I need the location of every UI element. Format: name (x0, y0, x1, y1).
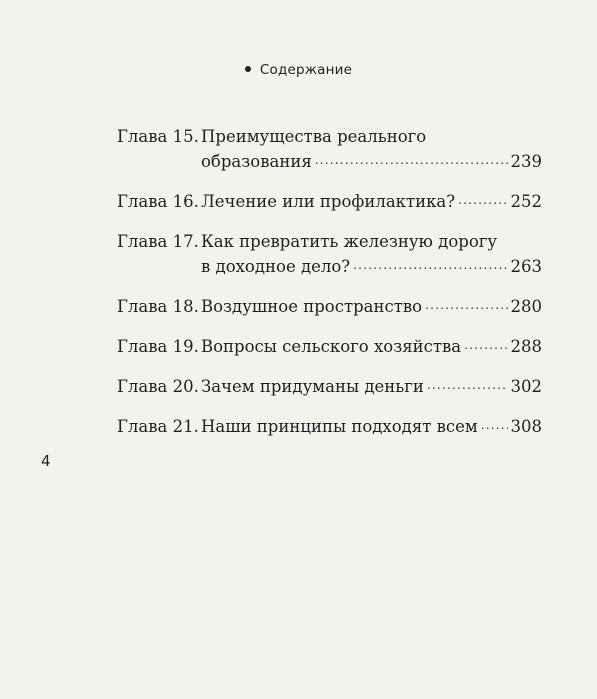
page-ref: 302 (510, 377, 542, 396)
table-of-contents (117, 124, 542, 454)
chapter-number: Глава 21. (117, 417, 199, 436)
dot-leader (464, 333, 507, 358)
chapter-number: Глава 19. (117, 337, 199, 356)
chapter-title-line: Вопросы сельского хозяйства (201, 337, 462, 356)
chapter-number: Глава 16. (117, 192, 199, 211)
page-ref: 239 (510, 152, 542, 171)
chapter-title-line: Наши принципы подходят всем (201, 417, 478, 436)
dot-leader (481, 413, 508, 438)
bullet-icon (245, 66, 251, 72)
chapter-title-line: Преимущества реального (201, 127, 427, 146)
chapter-title-line: Воздушное пространство (201, 297, 423, 316)
toc-entry-15[interactable] (117, 124, 542, 176)
dot-leader (353, 253, 507, 278)
toc-entry-18[interactable] (117, 294, 542, 321)
dot-leader (458, 188, 507, 213)
dot-leader (427, 373, 508, 398)
running-head (0, 62, 597, 78)
chapter-number: Глава 15. (117, 127, 199, 146)
page-ref: 288 (510, 337, 542, 356)
page-ref: 252 (510, 192, 542, 211)
toc-entry-16[interactable] (117, 189, 542, 216)
page-ref: 280 (510, 297, 542, 316)
page-ref: 263 (510, 257, 542, 276)
toc-entry-20[interactable] (117, 374, 542, 401)
chapter-number: Глава 18. (117, 297, 199, 316)
chapter-title-line: Зачем придуманы деньги (201, 377, 424, 396)
chapter-title-line: образования (201, 152, 312, 171)
chapter-title-line: Лечение или профилактика? (201, 192, 456, 211)
page-ref: 308 (510, 417, 542, 436)
chapter-title-line: в доходное дело? (201, 257, 351, 276)
chapter-number: Глава 17. (117, 232, 199, 251)
dot-leader (425, 293, 507, 318)
chapter-title-line: Как превратить железную дорогу (201, 232, 498, 251)
toc-entry-17[interactable] (117, 229, 542, 281)
running-title: Содержание (259, 62, 353, 78)
chapter-number: Глава 20. (117, 377, 199, 396)
dot-leader (315, 148, 508, 173)
toc-entry-19[interactable] (117, 334, 542, 361)
page-number: 4 (41, 452, 51, 470)
toc-entry-21[interactable] (117, 414, 542, 441)
